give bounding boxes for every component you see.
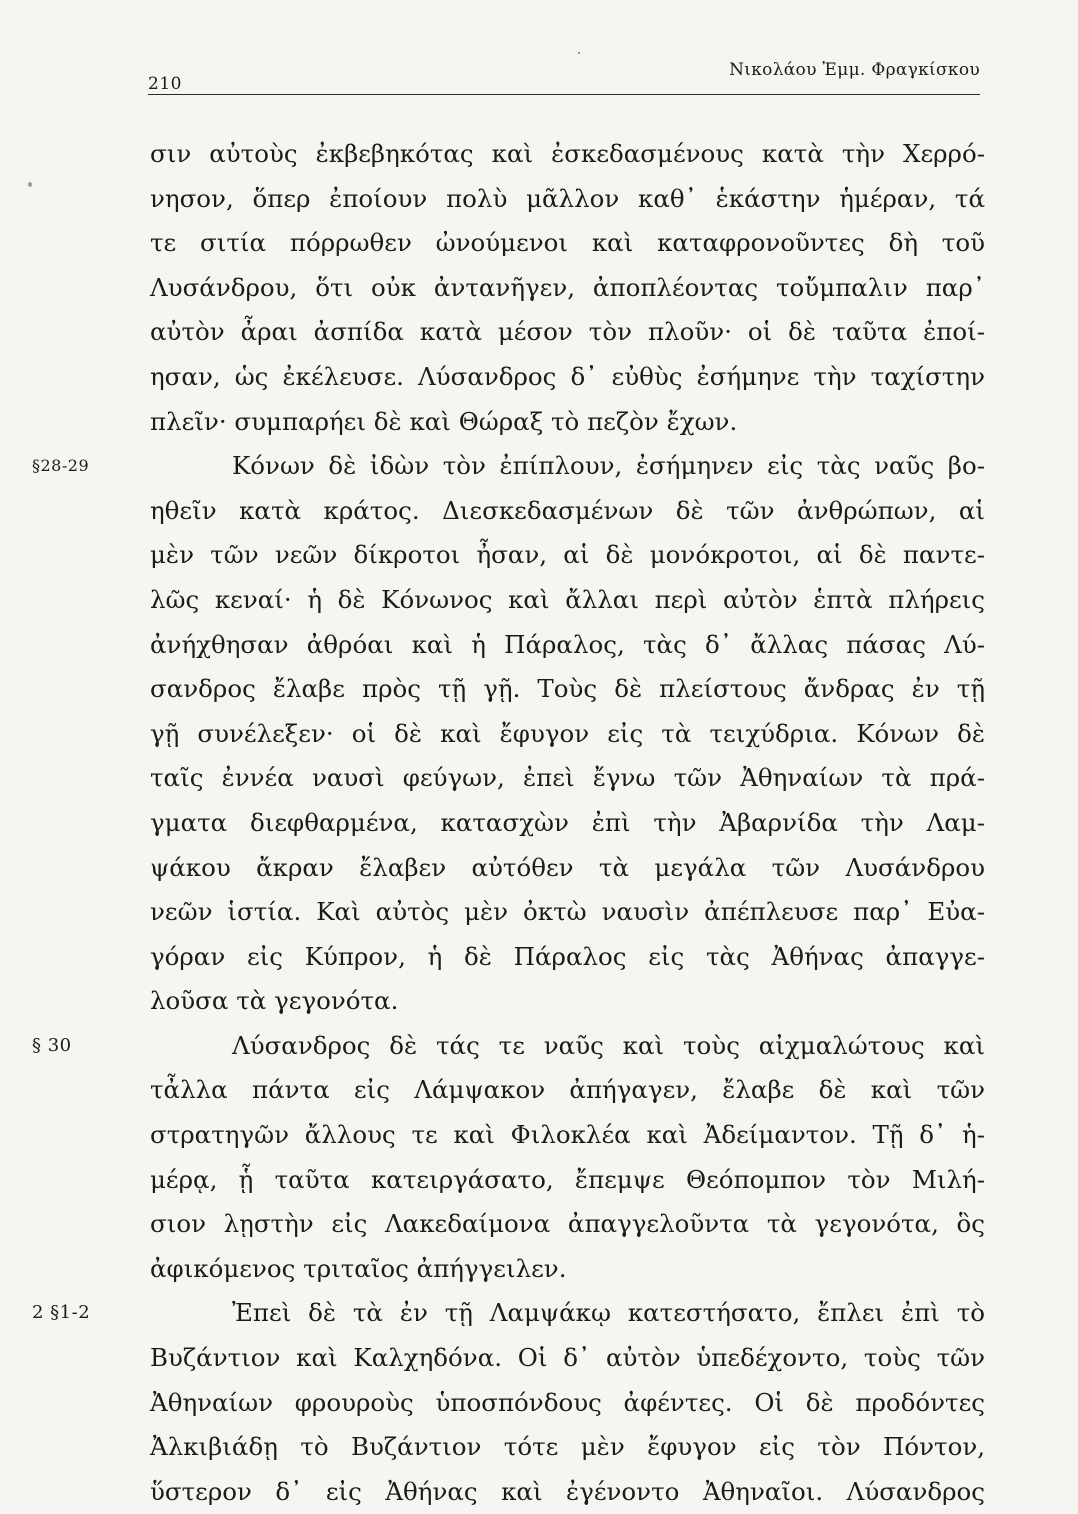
text-line: ηθεῖν κατὰ κράτος. Διεσκεδασμένων δὲ τῶν ἀνθρώπων, αἱ — [150, 495, 985, 525]
section-marker: § 30 — [32, 1034, 72, 1056]
paper-speck — [28, 182, 32, 187]
page-number: 210 — [148, 74, 182, 94]
paragraph — [32, 1291, 985, 1514]
text-line: ησαν, ὡς ἐκέλευσε. Λύσανδρος δ᾽ εὐθὺς ἐσήμηνε τὴν ταχίστην — [150, 361, 985, 391]
text-line: αὐτὸν ἆραι ἀσπίδα κατὰ μέσον τὸν πλοῦν· οἱ δὲ ταῦτα ἐποί- — [150, 317, 985, 347]
text-line: τἆλλα πάντα εἰς Λάμψακον ἀπήγαγεν, ἔλαβε δὲ καὶ τῶν — [150, 1075, 985, 1105]
section-marker: §28-29 — [32, 456, 90, 476]
header-rule — [148, 94, 980, 95]
text-line: σιον λῃστὴν εἰς Λακεδαίμονα ἀπαγγελοῦντα τὰ γεγονότα, ὃς — [150, 1209, 985, 1239]
text-line: μὲν τῶν νεῶν δίκροτοι ἦσαν, αἱ δὲ μονόκροτοι, αἱ δὲ παντε- — [150, 540, 985, 570]
paragraph — [32, 1024, 985, 1292]
text-line-content: Κόνων δὲ ἰδὼν τὸν ἐπίπλουν, ἐσήμηνεν εἰς τὰς ναῦς βο- — [232, 451, 985, 481]
text-line: Βυζάντιον καὶ Καλχηδόνα. Οἱ δ᾽ αὐτὸν ὑπεδέχοντο, τοὺς τῶν — [150, 1343, 985, 1373]
text-line — [32, 1291, 985, 1336]
ink-dot — [578, 52, 580, 54]
text-line: ψάκου ἄκραν ἔλαβεν αὐτόθεν τὰ μεγάλα τῶν Λυσάνδρου — [150, 852, 985, 882]
text-line: Ἀθηναίων φρουροὺς ὑποσπόνδους ἀφέντες. Οἱ δὲ προδόντες — [150, 1387, 985, 1417]
text-line: γῇ συνέλεξεν· οἱ δὲ καὶ ἔφυγον εἰς τὰ τειχύδρια. Κόνων δὲ — [150, 718, 985, 748]
text-line: νησον, ὅπερ ἐποίουν πολὺ μᾶλλον καθ᾽ ἑκάστην ἡμέραν, τά — [150, 183, 985, 213]
text-line: τε σιτία πόρρωθεν ὠνούμενοι καὶ καταφρονοῦντες δὴ τοῦ — [150, 228, 985, 258]
text-line: σιν αὐτοὺς ἐκβεβηκότας καὶ ἐσκεδασμένους κατὰ τὴν Χερρό- — [150, 139, 985, 168]
text-line: λοῦσα τὰ γεγονότα. — [150, 986, 399, 1016]
text-line: νεῶν ἱστία. Καὶ αὐτὸς μὲν ὀκτὼ ναυσὶν ἀπέπλευσε παρ᾽ Εὐα- — [150, 897, 985, 927]
body-text — [32, 132, 985, 1514]
paragraph — [150, 132, 985, 444]
text-line: λῶς κεναί· ἡ δὲ Κόνωνος καὶ ἄλλαι περὶ αὐτὸν ἑπτὰ πλήρεις — [150, 584, 985, 614]
text-line: μέρᾳ, ᾗ ταῦτα κατειργάσατο, ἔπεμψε Θεόπομπον τὸν Μιλή- — [150, 1164, 985, 1194]
text-line: πλεῖν· συμπαρήει δὲ καὶ Θώραξ τὸ πεζὸν ἔχων. — [150, 406, 738, 436]
text-line: Λυσάνδρου, ὅτι οὐκ ἀντανῆγεν, ἀποπλέοντας τοὔμπαλιν παρ᾽ — [150, 272, 985, 302]
text-line: στρατηγῶν ἄλλους τε καὶ Φιλοκλέα καὶ Ἀδείμαντον. Τῇ δ᾽ ἡ- — [150, 1120, 985, 1150]
text-line: γματα διεφθαρμένα, κατασχὼν ἐπὶ τὴν Ἀβαρνίδα τὴν Λαμ- — [150, 807, 985, 837]
text-line — [32, 444, 985, 489]
paragraph — [32, 444, 985, 1024]
text-line — [32, 1024, 985, 1069]
text-line: γόραν εἰς Κύπρον, ἡ δὲ Πάραλος εἰς τὰς Ἀθήνας ἀπαγγε- — [150, 941, 985, 971]
text-line: Ἀλκιβιάδῃ τὸ Βυζάντιον τότε μὲν ἔφυγον εἰς τὸν Πόντον, — [150, 1432, 985, 1462]
text-line: ταῖς ἐννέα ναυσὶ φεύγων, ἐπεὶ ἔγνω τῶν Ἀθηναίων τὰ πρά- — [150, 763, 985, 793]
section-marker: 2 §1-2 — [32, 1302, 91, 1324]
text-line: ἀνήχθησαν ἀθρόαι καὶ ἡ Πάραλος, τὰς δ᾽ ἄλλας πάσας Λύ- — [150, 629, 985, 659]
text-line-content: Ἐπεὶ δὲ τὰ ἐν τῇ Λαμψάκῳ κατεστήσατο, ἔπλει ἐπὶ τὸ — [232, 1298, 985, 1328]
text-line: ὕστερον δ᾽ εἰς Ἀθήνας καὶ ἐγένοντο Ἀθηναῖοι. Λύσανδρος — [150, 1476, 985, 1506]
running-head: Νικολάου Ἐμμ. Φραγκίσκου — [729, 60, 980, 80]
text-line: σανδρος ἔλαβε πρὸς τῇ γῇ. Τοὺς δὲ πλείστους ἄνδρας ἐν τῇ — [150, 674, 985, 704]
page-header — [148, 58, 980, 98]
text-line: ἀφικόμενος τριταῖος ἀπήγγειλεν. — [150, 1253, 567, 1283]
text-line-content: Λύσανδρος δὲ τάς τε ναῦς καὶ τοὺς αἰχμαλώτους καὶ — [232, 1030, 985, 1060]
